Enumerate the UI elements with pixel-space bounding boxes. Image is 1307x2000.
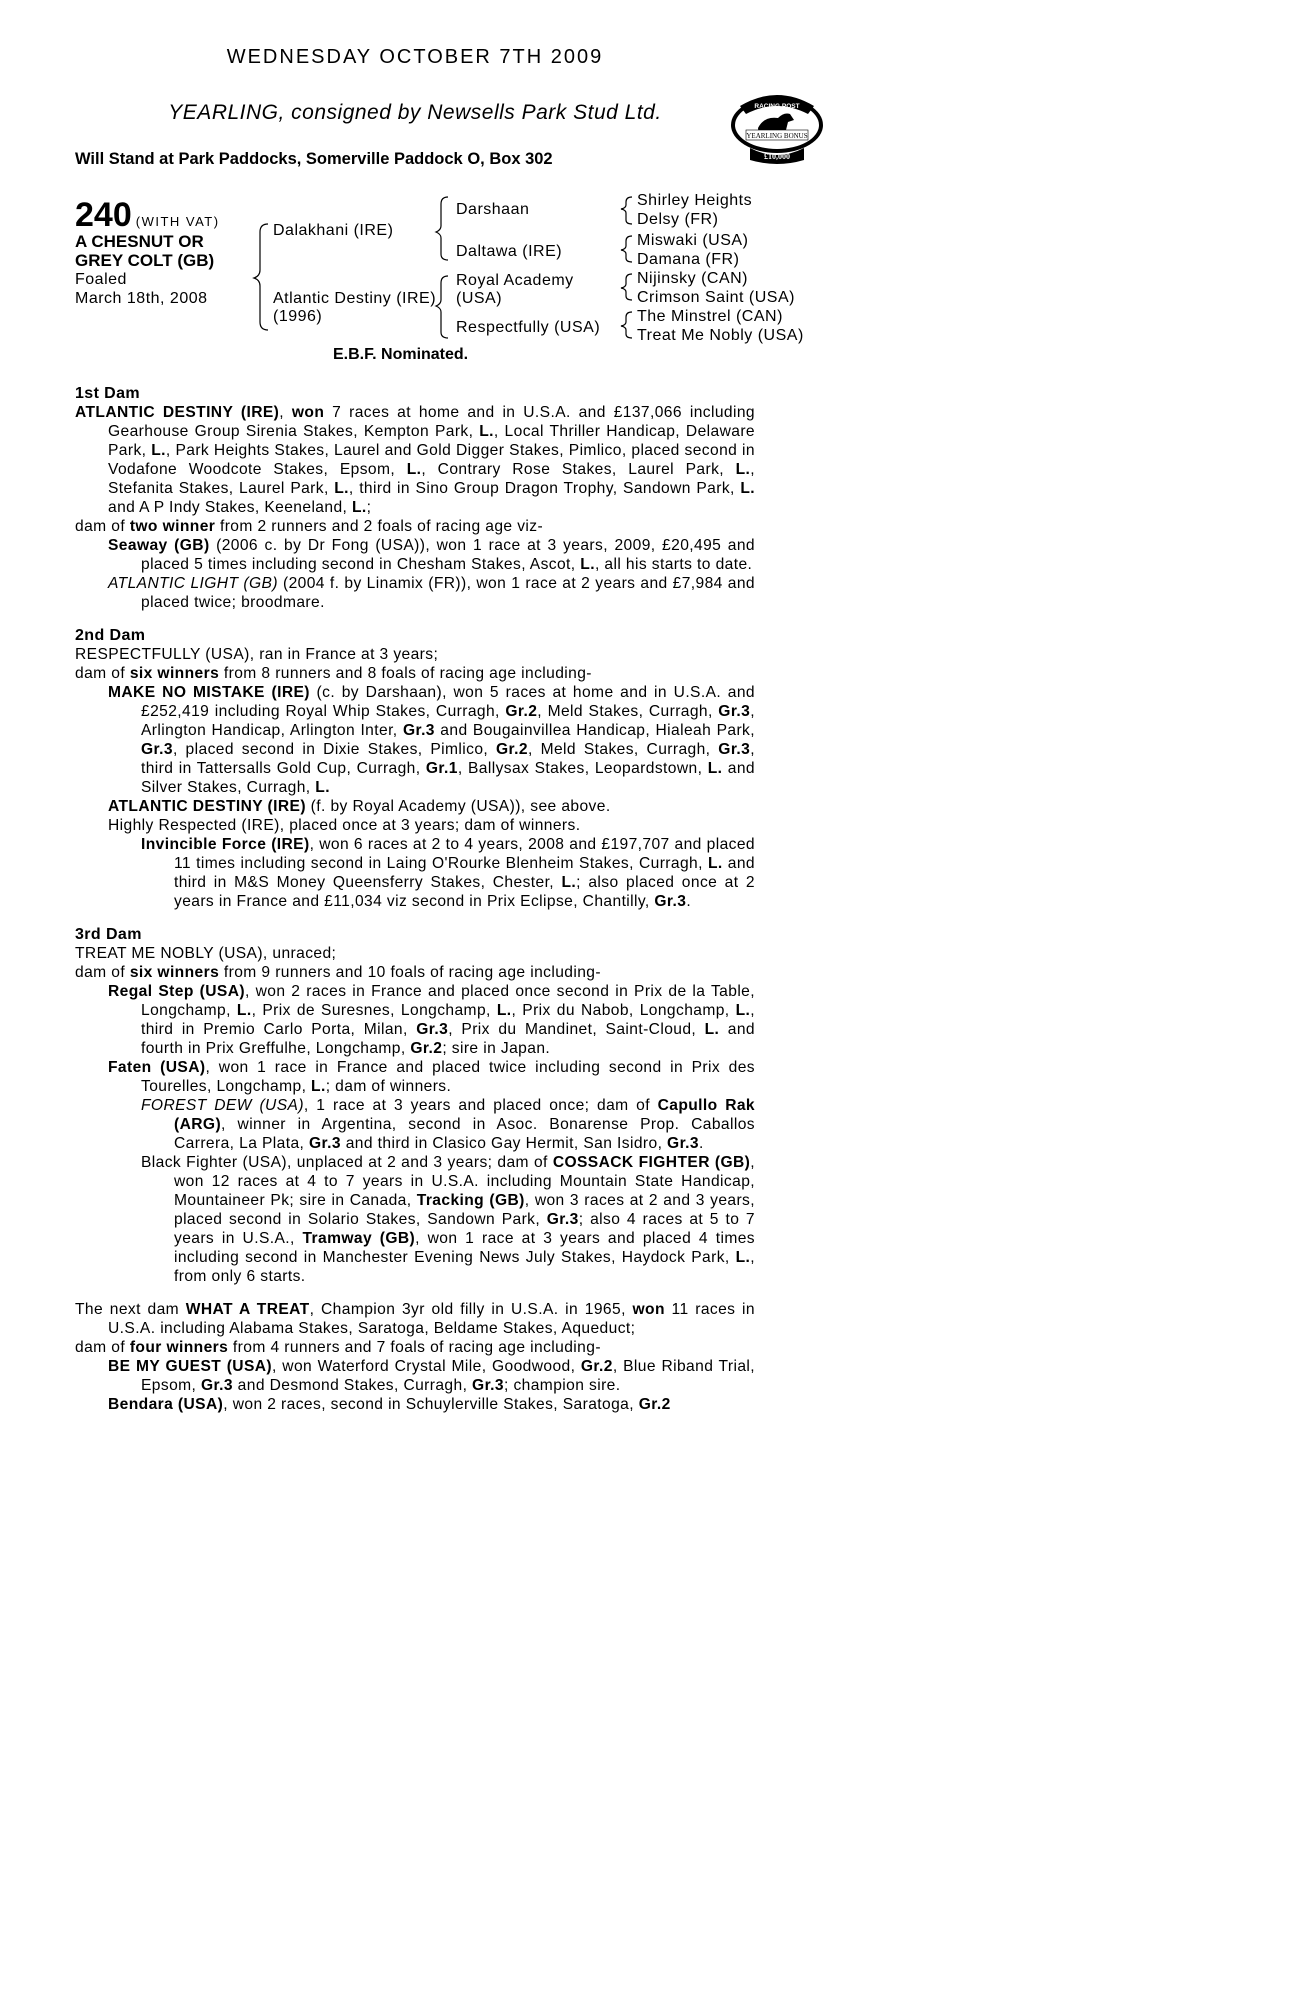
pedigree-gen3-5: Nijinsky (CAN) xyxy=(637,270,748,287)
pedigree-dam-line2: (1996) xyxy=(273,308,323,325)
produce-forest-dew: FOREST DEW (USA), 1 race at 3 years and placed once; dam of Capullo Rak (ARG), winner in Argentina, second in Asoc. Bonarense Prop. Caballos Carrera, La Plata, Gr.3 and third in Clasico Gay Hermit, San Isidro, Gr.3. xyxy=(141,1097,755,1152)
pedigree-gen3-8: Treat Me Nobly (USA) xyxy=(637,327,804,344)
produce-highly-respected: Highly Respected (IRE), placed once at 3 years; dam of winners. xyxy=(108,817,581,834)
produce-be-my-guest: BE MY GUEST (USA), won Waterford Crystal Mile, Goodwood, Gr.2, Blue Riband Trial, Epsom, Gr.3 and Desmond Stakes, Curragh, Gr.3; champion sire. xyxy=(108,1358,755,1394)
pedigree-gen3-2: Delsy (FR) xyxy=(637,211,719,228)
produce-seaway: Seaway (GB) (2006 c. by Dr Fong (USA)), won 1 race at 3 years, 2009, £20,495 and placed 5 times including second in Chesham Stakes, Ascot, L., all his starts to date. xyxy=(108,537,755,573)
stand-location: Will Stand at Park Paddocks, Somerville Paddock O, Box 302 xyxy=(75,150,553,168)
next-dam-produce-summary: dam of four winners from 4 runners and 7 foals of racing age including- xyxy=(75,1339,601,1356)
foaled-date: March 18th, 2008 xyxy=(75,290,208,307)
pedigree-gen3-1: Shirley Heights xyxy=(637,192,753,209)
lot-number: 240 xyxy=(75,196,132,234)
produce-regal-step: Regal Step (USA), won 2 races in France and placed once second in Prix de la Table, Longchamp, L., Prix de Suresnes, Longchamp, L., Prix du Nabob, Longchamp, L., third in Premio Carlo Porta, Milan, Gr.3, Prix du Mandinet, Saint-Cloud, L. and fourth in Prix Greffulhe, Longchamp, Gr.2; sire in Japan. xyxy=(108,983,756,1057)
lot-description-line2: GREY COLT (GB) xyxy=(75,251,215,270)
dam3-produce-summary: dam of six winners from 9 runners and 10 foals of racing age including- xyxy=(75,964,601,981)
produce-atlantic-light: ATLANTIC LIGHT (GB) (2004 f. by Linamix (FR)), won 1 race at 2 years and £7,984 and placed twice; broodmare. xyxy=(108,575,756,611)
pedigree-sire-sire: Darshaan xyxy=(456,201,530,218)
pedigree-dam-line1: Atlantic Destiny (IRE) xyxy=(273,290,437,307)
pedigree-sire-dam: Daltawa (IRE) xyxy=(456,243,563,260)
dam1-heading: 1st Dam xyxy=(75,385,141,402)
lot-description-line1: A CHESNUT OR xyxy=(75,232,204,251)
pedigree-sire: Dalakhani (IRE) xyxy=(273,222,394,239)
pedigree-gen3-4: Damana (FR) xyxy=(637,251,740,268)
dam1-produce-summary: dam of two winner from 2 runners and 2 foals of racing age viz- xyxy=(75,518,544,535)
badge-top-text: RACING POST xyxy=(754,103,800,110)
dam3-heading: 3rd Dam xyxy=(75,926,142,943)
pedigree-dam-sire-line2: (USA) xyxy=(456,290,503,307)
next-dam-paragraph: The next dam WHAT A TREAT, Champion 3yr old filly in U.S.A. in 1965, won 11 races in U.S.A. including Alabama Stakes, Saratoga, Beldame Stakes, Aqueduct; xyxy=(75,1301,755,1337)
produce-atlantic-destiny: ATLANTIC DESTINY (IRE) (f. by Royal Academy (USA)), see above. xyxy=(108,798,611,815)
pedigree-gen3-6: Crimson Saint (USA) xyxy=(637,289,795,306)
dam2-produce-summary: dam of six winners from 8 runners and 8 foals of racing age including- xyxy=(75,665,592,682)
badge-bottom-text: £10,000 xyxy=(764,152,790,161)
dam2-heading: 2nd Dam xyxy=(75,627,146,644)
dam1-paragraph: ATLANTIC DESTINY (IRE), won 7 races at home and in U.S.A. and £137,066 including Gearhouse Group Sirenia Stakes, Kempton Park, L., Local Thriller Handicap, Delaware Park, L., Park Heights Stakes, Laurel and Gold Digger Stakes, Pimlico, placed second in Vodafone Woodcote Stakes, Epsom, L., Contrary Rose Stakes, Laurel Park, L., Stefanita Stakes, Laurel Park, L., third in Sino Group Dragon Trophy, Sandown Park, L. and A P Indy Stakes, Keeneland, L.; xyxy=(75,404,755,516)
produce-black-fighter: Black Fighter (USA), unplaced at 2 and 3 years; dam of COSSACK FIGHTER (GB), won 12 races at 4 to 7 years in U.S.A. including Mountain State Handicap, Mountaineer Pk; sire in Canada, Tracking (GB), won 3 races at 2 and 3 years, placed second in Solario Stakes, Sandown Park, Gr.3; also 4 races at 5 to 7 years in U.S.A., Tramway (GB), won 1 race at 3 years and placed 4 times including second in Manchester Evening News July Stakes, Haydock Park, L., from only 6 starts. xyxy=(141,1154,756,1285)
sale-date: WEDNESDAY OCTOBER 7TH 2009 xyxy=(226,46,604,68)
pedigree-dam-dam: Respectfully (USA) xyxy=(456,319,601,336)
badge-middle-text: YEARLING BONUS xyxy=(746,132,808,140)
pedigree-gen3-7: The Minstrel (CAN) xyxy=(637,308,783,325)
produce-bendara: Bendara (USA), won 2 races, second in Schuylerville Stakes, Saratoga, Gr.2 xyxy=(108,1396,671,1413)
catalogue-body xyxy=(75,384,755,1414)
dam3-line: TREAT ME NOBLY (USA), unraced; xyxy=(75,945,337,962)
produce-make-no-mistake: MAKE NO MISTAKE (IRE) (c. by Darshaan), won 5 races at home and in U.S.A. and £252,419 including Royal Whip Stakes, Curragh, Gr.2, Meld Stakes, Curragh, Gr.3, Arlington Handicap, Arlington Inter, Gr.3 and Bougainvillea Handicap, Hialeah Park, Gr.3, placed second in Dixie Stakes, Pimlico, Gr.2, Meld Stakes, Curragh, Gr.3, third in Tattersalls Gold Cup, Curragh, Gr.1, Ballysax Stakes, Leopardstown, L. and Silver Stakes, Curragh, L. xyxy=(108,684,755,796)
produce-invincible-force: Invincible Force (IRE), won 6 races at 2 to 4 years, 2008 and £197,707 and placed 11 times including second in Laing O'Rourke Blenheim Stakes, Curragh, L. and third in M&S Money Queensferry Stakes, Chester, L.; also placed once at 2 years in France and £11,034 viz second in Prix Eclipse, Chantilly, Gr.3. xyxy=(141,836,755,910)
consignment-line: YEARLING, consigned by Newsells Park Stud Ltd. xyxy=(168,101,662,124)
foaled-label: Foaled xyxy=(75,271,127,288)
pedigree-gen3-3: Miswaki (USA) xyxy=(637,232,749,249)
vat-note: (WITH VAT) xyxy=(135,214,220,229)
pedigree-dam-sire-line1: Royal Academy xyxy=(456,272,574,289)
ebf-nomination: E.B.F. Nominated. xyxy=(333,346,469,363)
produce-faten: Faten (USA), won 1 race in France and placed twice including second in Prix des Tourelles, Longchamp, L.; dam of winners. xyxy=(108,1059,755,1095)
dam2-line: RESPECTFULLY (USA), ran in France at 3 years; xyxy=(75,646,439,663)
